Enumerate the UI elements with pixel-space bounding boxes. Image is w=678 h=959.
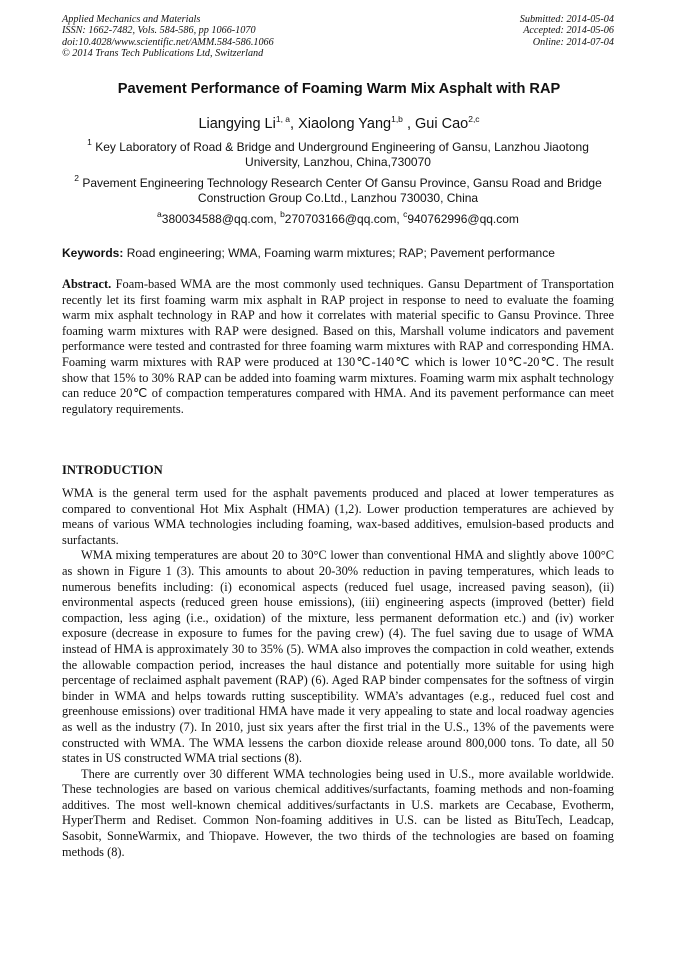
email-address[interactable]: 940762996@qq.com [407,212,519,226]
affiliation-number: 1 [87,137,92,147]
journal-name: Applied Mechanics and Materials [62,14,201,25]
author-affiliation-mark: 1,b [391,114,403,124]
paragraph: WMA is the general term used for the asphalt pavements produced and placed at lower temperatures as compared to conventional Hot Mix Asphalt (HMA) (1,2). Lower production temperatures are achieved by means of various WMA technologies including foaming, wax-based additives, emulsion-based products and surfactants. [62,486,614,547]
author-name: Xiaolong Yang [298,116,392,132]
email-address[interactable]: 270703166@qq.com [284,212,397,226]
section-heading-introduction: INTRODUCTION [62,463,163,477]
submission-dates [520,14,614,48]
abstract-label: Abstract. [62,277,112,291]
author-list: Liangying Li$^{1, a}$, Xiaolong Yang$^{1,b}$ , Gui Cao$^{2,c}$ [198,114,480,132]
affiliation-text: Pavement Engineering Technology Research Center Of Gansu Province, Gansu Road and Bridge Construction Group Co.Ltd., Lanzhou 730030, China [82,176,602,205]
email-mark: b [280,209,285,219]
author-name: Liangying Li [198,116,276,132]
affiliation-text: Key Laboratory of Road & Bridge and Underground Engineering of Gansu, Lanzhou Jiaotong University, Lanzhou, China,730070 [95,140,589,169]
accepted-date: Accepted: 2014-05-06 [523,25,614,37]
author-emails: $^a$380034588@qq.com, $^b$270703166@qq.com, $^c$940762996@qq.com [157,209,519,226]
author-affiliation-mark: 2,c [468,114,480,124]
keywords-label: Keywords: [62,246,124,260]
keywords [62,246,614,260]
paragraph: There are currently over 30 different WMA technologies being used in U.S., more available worldwide. These technologies are based on various chemical additives/surfactants, foaming methods and non-foaming additives. The most well-known chemical additives/surfactants in U.S. markets are Cecabase, Evotherm, HyperTherm and Rediset. Common Non-foaming additives in U.S. can be listed as BituTech, Leadcap, Sasobit, SonneWarmix, and Thiopave. However, the two thirds of the technologies are based on foaming methods (8). [62,766,614,859]
email-address[interactable]: 380034588@qq.com [161,212,274,226]
journal-info [62,14,274,60]
abstract [62,277,614,417]
affiliation-1 [62,137,614,169]
issn-line: ISSN: 1662-7482, Vols. 584-586, pp 1066-1070 [62,25,256,37]
online-date: Online: 2014-07-04 [532,36,614,48]
paragraph: WMA mixing temperatures are about 20 to 30°C lower than conventional HMA and slightly above 100°C as shown in Figure 1 (3). This amounts to about 20-30% reduction in paving temperatures, which leads to numerous benefits including: (i) economical aspects (reduced fuel usage, increased paving season), (ii) environmental aspects (reduced green house emissions), (iii) engineering aspects (improved (better) field compaction, less aging (i.e., oxidation) of the mixture, less permanent deformation etc.) and (iv) worker exposure (decrease in exposure to fumes for the paving crew) (4). The fuel saving due to usage of WMA instead of HMA is approximately 30 to 35% (5). WMA also improves the compaction in cold weather, extends the allowable compaction period, increases the haul distance and potentially more suitable for using high percentage of reclaimed asphalt pavement (RAP) (6). Aged RAP binder compensates for the softness of virgin binder in WMA and helps towards rutting susceptibility. WMA’s advantages (e.g., reduced fuel cost and greenhouse emissions) over traditional HMA have made it very appealing to state and local roadway agencies as well as the industry (7). In 2010, just six years after the first trial in the U.S., 13% of the pavements were constructed with WMA. The WMA lessens the carbon dioxide release around 800,000 tons. To date, all 50 states in US constructed WMA trial sections (8). [62,548,614,766]
introduction-body [62,486,614,860]
author-affiliation-mark: 1, a [275,114,291,124]
affiliation-number: 2 [74,173,79,183]
author-name: Gui Cao [415,116,469,132]
affiliation-2 [62,173,614,205]
email-mark: a [157,209,162,219]
keywords-text: Road engineering; WMA, Foaming warm mixtures; RAP; Pavement performance [126,246,555,260]
abstract-text: Foam-based WMA are the most commonly used techniques. Gansu Department of Transportation recently let its first foaming warm mix asphalt in RAP project in response to need to evaluate the foaming warm mix asphalt technology in RAP and how it correlates with material specific to Gansu Province. Three foaming warm mixtures with RAP were designed. Based on this, Marshall volume indicators and pavement performance were tested and contrasted for three foaming warm mixtures with RAP and corresponding HMA. Foaming warm mixtures with RAP were produced at 130℃-140℃ which is lower 10℃-20℃. The result show that 15% to 30% RAP can be added into foaming warm mixtures. Foaming warm mix asphalt technology can reduce 20℃ of compaction temperatures compared with HMA. And its pavement performance can meet regulatory requirements. [62,277,614,416]
copyright-line: © 2014 Trans Tech Publications Ltd, Switzerland [62,48,264,60]
submitted-date: Submitted: 2014-05-04 [519,14,614,25]
doi-line: doi:10.4028/www.scientific.net/AMM.584-586.1066 [62,36,274,48]
paper-title: Pavement Performance of Foaming Warm Mix Asphalt with RAP [117,81,561,97]
email-mark: c [403,209,408,219]
